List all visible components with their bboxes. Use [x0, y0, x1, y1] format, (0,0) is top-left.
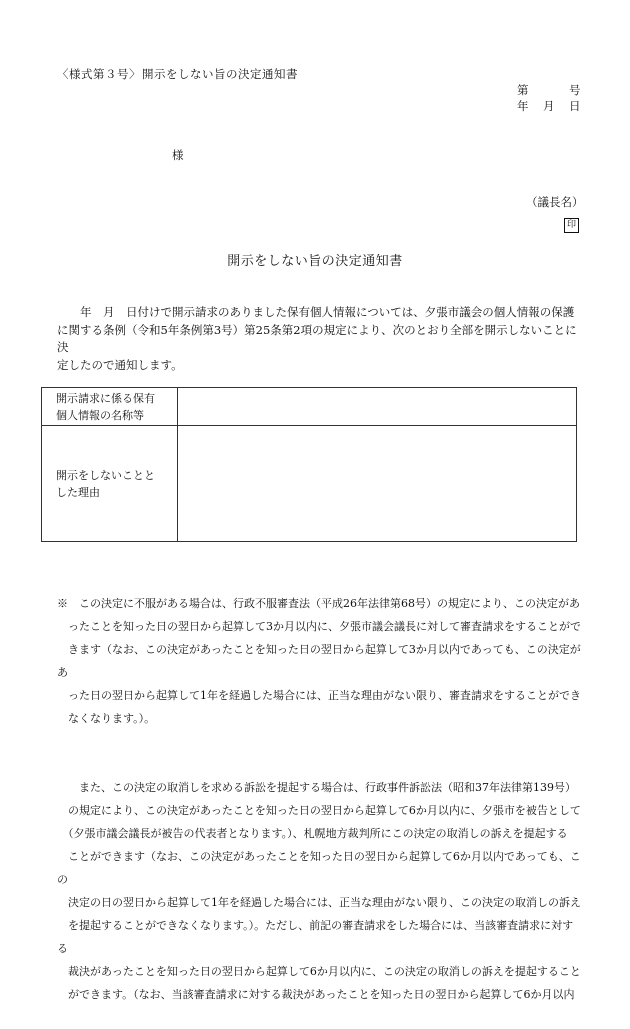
document-body: 年 月 日付けで開示請求のありました保有個人情報については、夕張市議会の個人情報の保護 に関する条例（令和5年条例第3号）第25条第2項の規定により、次のとおり全部を開示しないことに決 定したので通知します。 [57, 305, 577, 372]
date-year: 年 [517, 99, 529, 113]
note-lawsuit: また、この決定の取消しを求める訴訟を提起する場合は、行政事件訴訟法（昭和37年法律第139号） の規定により、この決定があったことを知った日の翌日から起算して6か月以内に、夕張市を被告として （夕張市議会議長が被告の代表者となります。）、札幌地方裁判所にこの決定の取消しの訴えを提起する ことができます（なお、この決定があったことを知った日の翌日から起算して6か月以内であっても、この 決定の日の翌日から起算して1年を経過した場合には、正当な理由がない限り、この決定の取消しの訴え を提起することができなくなります。）。ただし、前記の審査請求をした場合には、当該審査請求に対する 裁決があったことを知った日の翌日から起算して6か月以内に、この決定の取消しの訴えを提起すること ができます。（なお、当該審査請求に対する裁決があったことを知った日の翌日から起算して6か月以内 [57, 781, 581, 1001]
reference-dai: 第 [517, 83, 529, 97]
table-row [42, 388, 577, 426]
table-label-reason: 開示をしないことと した理由 [42, 426, 178, 542]
addressee-honorific: 様 [172, 148, 184, 162]
seal-mark: 印 [564, 218, 579, 233]
reference-go: 号 [569, 83, 581, 97]
document-title: 開示をしない旨の決定通知書 [227, 254, 403, 269]
date-day: 日 [569, 99, 581, 113]
table-value-reason [178, 426, 577, 542]
table-label-info-name: 開示請求に係る保有 個人情報の名称等 [42, 388, 178, 426]
sender-title: （議長名） [526, 195, 584, 209]
date-month: 月 [543, 99, 555, 113]
table-row [42, 426, 577, 542]
note-appeal: ※ この決定に不服がある場合は、行政不服審査法（平成26年法律第68号）の規定により、この決定があ ったことを知った日の翌日から起算して3か月以内に、夕張市議会議長に対して審査請求をすることがで きます（なお、この決定があったことを知った日の翌日から起算して3か月以内であっても、この決定があ った日の翌日から起算して1年を経過した場合には、正当な理由がない限り、審査請求をすることができ なくなります。）。 [57, 597, 581, 725]
notes-section [57, 546, 582, 1029]
form-number: 〈様式第３号〉 [57, 67, 141, 81]
table-value-info-name [178, 388, 577, 426]
form-name: 開示をしない旨の決定通知書 [142, 67, 298, 81]
info-table [41, 387, 577, 542]
